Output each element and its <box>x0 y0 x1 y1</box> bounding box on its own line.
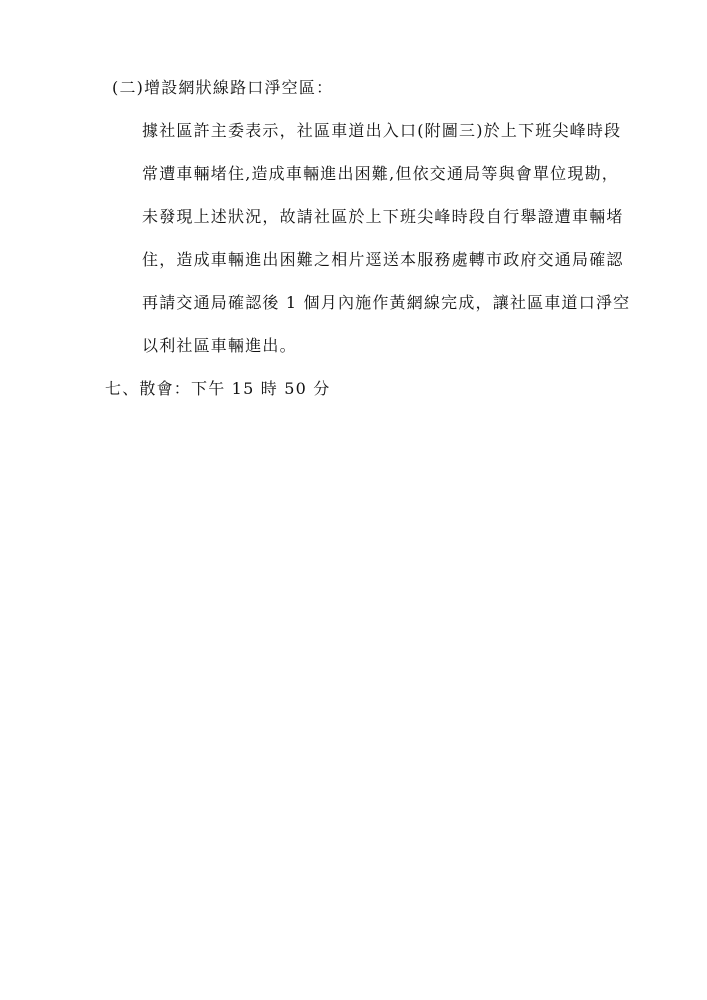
section-7-adjournment: 七、散會：下午 15 時 50 分 <box>105 379 331 398</box>
paragraph-line-4: 住，造成車輛進出困難之相片逕送本服務處轉市政府交通局確認 <box>142 250 624 269</box>
paragraph-line-2: 常遭車輛堵住,造成車輛進出困難,但依交通局等與會單位現勘， <box>142 164 619 183</box>
paragraph-line-1: 據社區許主委表示，社區車道出入口(附圖三)於上下班尖峰時段 <box>142 121 622 140</box>
paragraph-line-3: 未發現上述狀況，故請社區於上下班尖峰時段自行舉證遭車輛堵 <box>142 207 624 226</box>
sub-heading: (二)增設網狀線路口淨空區： <box>112 78 334 97</box>
paragraph-line-6: 以利社區車輛進出。 <box>142 336 297 355</box>
paragraph-line-5: 再請交通局確認後 1 個月內施作黃網線完成，讓社區車道口淨空 <box>142 293 631 312</box>
